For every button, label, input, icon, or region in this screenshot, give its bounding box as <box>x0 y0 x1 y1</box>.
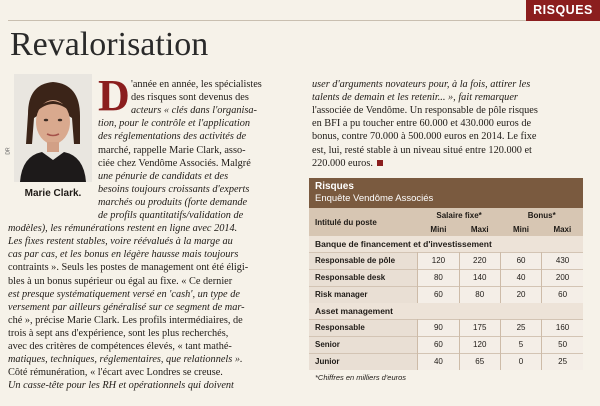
table-cell: 220 <box>459 252 500 269</box>
table-body <box>309 236 583 370</box>
table-cell: 40 <box>418 353 459 370</box>
table-cell: 60 <box>418 336 459 353</box>
table-cell: 80 <box>418 269 459 286</box>
headline: Revalorisation <box>10 26 209 63</box>
table-row <box>309 286 583 303</box>
left-column-line: 'année en année, les spécialistes <box>131 79 262 90</box>
table-cell: 60 <box>542 286 583 303</box>
table-cell: 25 <box>542 353 583 370</box>
left-column-line: cas par cas, et les bonus en légère hausse mais toujours <box>8 249 239 261</box>
left-column-line: marchés ou produits (forte demande <box>98 196 248 208</box>
left-column-line: ché », précise Marie Clark. Les profils intermédiaires, de <box>8 314 243 326</box>
right-column-line: l'associée de Vendôme. Un responsable de pôle risques <box>312 105 538 117</box>
table-cell: 90 <box>418 319 459 336</box>
table-cell: 0 <box>500 353 541 370</box>
table-cell: 25 <box>500 319 541 336</box>
left-column-line: des réglementations des activités de <box>98 131 247 143</box>
table-cell: 60 <box>418 286 459 303</box>
table-group-label: Asset management <box>309 303 583 319</box>
right-column-line: bonus, contre 70.000 à 500.000 euros en 2014. Le fixe <box>312 131 537 143</box>
salary-table <box>309 178 583 382</box>
section-tag: RISQUES <box>526 0 600 21</box>
row-label: Responsable <box>309 319 418 336</box>
table-header <box>309 178 583 208</box>
left-column-line: modèles), les rémunérations restent en ligne avec 2014. <box>8 223 238 235</box>
salary-grid <box>309 208 583 370</box>
right-column-line: 220.000 euros. <box>312 157 592 170</box>
salary-header: Salaire fixe* <box>418 208 501 222</box>
left-column-line: ciée chez Vendôme Associés. Malgré <box>98 157 251 169</box>
table-cell: 120 <box>418 252 459 269</box>
table-cell: 5 <box>500 336 541 353</box>
salary-mini-header: Mini <box>418 222 459 236</box>
table-group-row <box>309 303 583 319</box>
row-label: Responsable de pôle <box>309 252 418 269</box>
left-column-line: Un casse-tête pour les RH et opérationnels qui doivent <box>8 380 234 392</box>
row-label: Senior <box>309 336 418 353</box>
table-cell: 160 <box>542 319 583 336</box>
right-column-line: talents de demain et les retenir... », fait remarquer <box>312 92 518 104</box>
photo-credit: DR <box>5 147 12 155</box>
left-column-line: tion, pour le contrôle et l'application <box>98 118 251 130</box>
top-rule <box>8 20 600 21</box>
left-column-line: besoins toujours croissants d'experts <box>98 183 250 195</box>
left-column-line: versement par ailleurs généralisé sur ce segment de mar- <box>8 301 245 313</box>
portrait-photo <box>14 74 92 182</box>
right-column-line: en BFI a pu toucher entre 60.000 et 430.000 euros de <box>312 118 532 130</box>
left-column-line: Les fixes restent stables, voire réévalués à la marge au <box>8 236 233 248</box>
left-column-line: des risques sont devenus des <box>131 92 249 104</box>
left-column-line: de profils quantitatifs/validation de <box>98 210 244 221</box>
bonus-header: Bonus* <box>500 208 583 222</box>
left-column-line: contraints ». Seuls les postes de management ont été éligi- <box>8 262 249 274</box>
left-column-line: une pénurie de candidats et des <box>98 170 229 182</box>
left-column-line: matiques, techniques, réglementaires, que relationnels ». <box>8 354 243 366</box>
photo-caption: Marie Clark. <box>24 188 82 199</box>
table-row <box>309 269 583 286</box>
table-cell: 120 <box>459 336 500 353</box>
table-cell: 200 <box>542 269 583 286</box>
end-of-article-mark <box>377 160 383 166</box>
portrait-image <box>14 74 92 182</box>
bonus-maxi-header: Maxi <box>542 222 583 236</box>
left-column-line: avec des critères de compétences élevés, « tant mathé- <box>8 341 232 352</box>
table-row <box>309 252 583 269</box>
salary-maxi-header: Maxi <box>459 222 500 236</box>
table-cell: 20 <box>500 286 541 303</box>
table-cell: 50 <box>542 336 583 353</box>
table-row <box>309 353 583 370</box>
table-cell: 40 <box>500 269 541 286</box>
left-column-line: trois à sept ans d'expérience, sont les plus recherchés, <box>8 327 229 339</box>
left-column-line: acteurs « clés dans l'organisa- <box>131 105 257 117</box>
table-title: Risques <box>315 181 354 192</box>
row-label: Junior <box>309 353 418 370</box>
left-column-line: est presque systématiquement versé en 'cash', un type de <box>8 288 240 300</box>
table-row <box>309 336 583 353</box>
table-row <box>309 319 583 336</box>
left-column-line: bles à un bonus supérieur ou égal au fixe. « Ce dernier <box>8 275 233 287</box>
table-cell: 140 <box>459 269 500 286</box>
drop-cap: D <box>98 71 130 120</box>
column-label-header: Intitulé du poste <box>309 208 418 236</box>
left-column-line: marché, rappelle Marie Clark, asso- <box>98 144 246 156</box>
right-column-line: est, lui, resté stable à un niveau situé entre 120.000 et <box>312 144 532 156</box>
table-cell: 430 <box>542 252 583 269</box>
left-column-line: Côté rémunération, « l'écart avec Londres se creuse. <box>8 367 223 379</box>
table-cell: 60 <box>500 252 541 269</box>
table-cell: 65 <box>459 353 500 370</box>
row-label: Responsable desk <box>309 269 418 286</box>
bonus-mini-header: Mini <box>500 222 541 236</box>
table-subtitle: Enquête Vendôme Associés <box>315 193 434 204</box>
table-cell: 80 <box>459 286 500 303</box>
table-group-label: Banque de financement et d'investissement <box>309 236 583 252</box>
table-group-row <box>309 236 583 252</box>
row-label: Risk manager <box>309 286 418 303</box>
table-cell: 175 <box>459 319 500 336</box>
table-footnote: *Chiffres en milliers d'euros <box>315 373 407 382</box>
right-column-line: user d'arguments novateurs pour, à la fois, attirer les <box>312 79 531 90</box>
